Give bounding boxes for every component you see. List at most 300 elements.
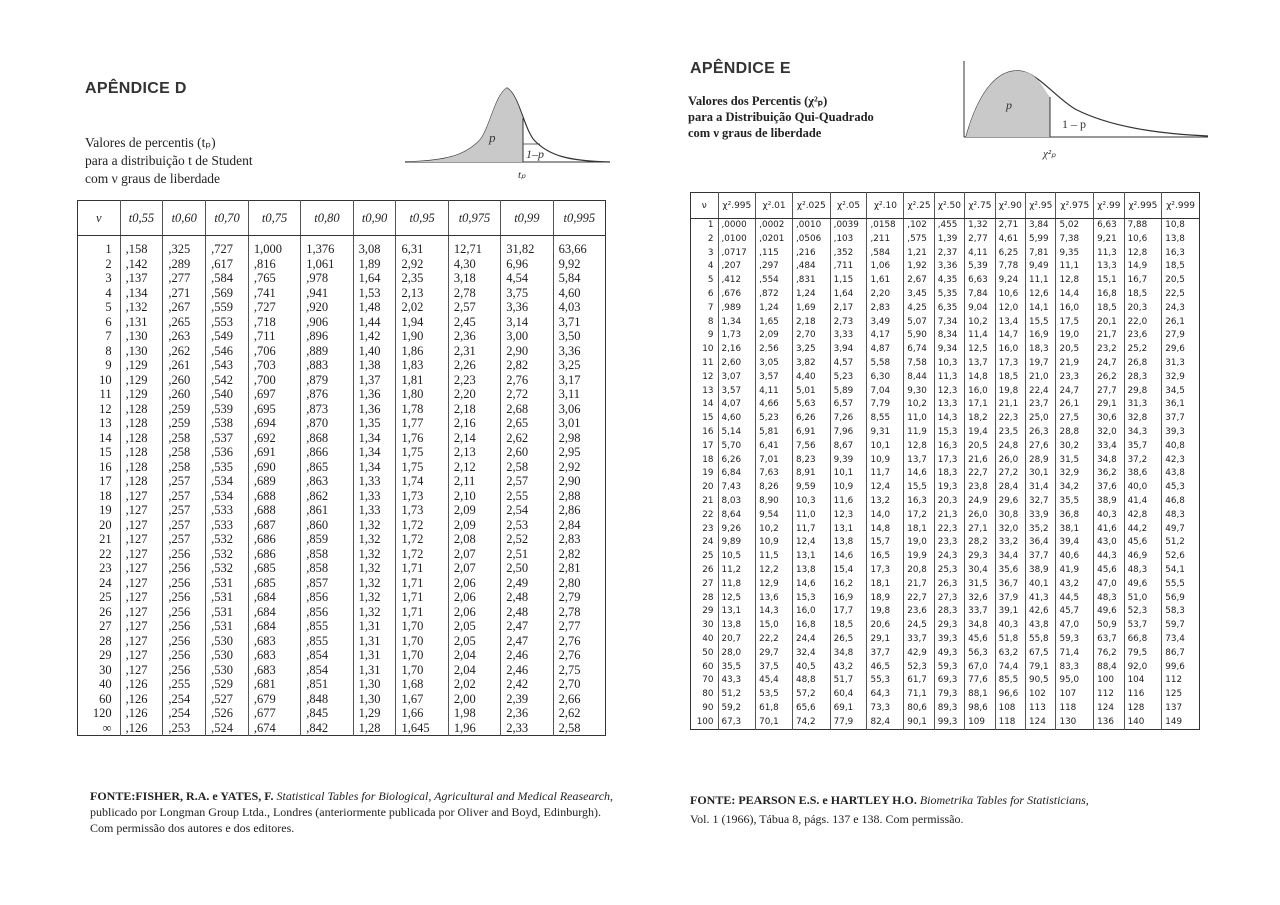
value-cell: 19,0 [904, 536, 934, 550]
value-cell: 1,35 [353, 416, 396, 431]
value-cell: 1,000 [248, 236, 300, 257]
value-cell: 13,1 [830, 523, 867, 537]
value-cell: ,534 [206, 474, 249, 489]
value-cell: ,126 [120, 721, 163, 736]
value-cell: 1,31 [353, 648, 396, 663]
value-cell: 45,6 [1124, 536, 1162, 550]
value-cell: 30,6 [1094, 412, 1124, 426]
df-cell: 17 [99, 474, 112, 488]
value-cell: 4,35 [934, 274, 964, 288]
value-cell: 1,48 [353, 300, 396, 315]
value-cell: 9,54 [756, 509, 793, 523]
value-cell: ,883 [301, 358, 353, 373]
column-header: t0,95 [396, 201, 448, 236]
value-cell: ,0010 [792, 219, 830, 233]
value-cell: 46,8 [1162, 495, 1200, 509]
value-cell: 33,4 [1094, 440, 1124, 454]
value-cell: 26,1 [1056, 398, 1094, 412]
value-cell: 1,32 [353, 518, 396, 533]
value-cell: ,129 [120, 387, 163, 402]
value-cell: 32,7 [1026, 495, 1056, 509]
value-cell: 6,63 [1094, 219, 1124, 233]
value-cell: ,816 [248, 257, 300, 272]
value-cell: 1,71 [396, 605, 448, 620]
value-cell: 1,40 [353, 344, 396, 359]
value-cell: 13,3 [1094, 260, 1124, 274]
table-row [78, 474, 606, 489]
value-cell: 45,7 [1056, 605, 1094, 619]
value-cell: 2,45 [448, 315, 500, 330]
value-cell: ,851 [301, 677, 353, 692]
value-cell: 88,1 [965, 688, 995, 702]
df-cell: 20 [702, 482, 714, 493]
value-cell: 1,96 [448, 721, 500, 736]
value-cell: 40,1 [1026, 578, 1056, 592]
value-cell: ,128 [120, 402, 163, 417]
chi-square-table [690, 192, 1200, 730]
value-cell: 35,5 [1056, 495, 1094, 509]
table-row [691, 233, 1200, 247]
value-cell: 22,7 [904, 592, 934, 606]
value-cell: 2,65 [501, 416, 553, 431]
table-row [78, 692, 606, 707]
value-cell: 2,48 [501, 590, 553, 605]
value-cell: ,533 [206, 503, 249, 518]
value-cell: 14,1 [1026, 302, 1056, 316]
value-cell: ,531 [206, 605, 249, 620]
value-cell: 43,2 [1056, 578, 1094, 592]
df-cell: 18 [702, 454, 714, 465]
df-cell: 4 [105, 285, 112, 300]
value-cell: ,689 [248, 474, 300, 489]
value-cell: 47,0 [1056, 619, 1094, 633]
value-cell: 16,8 [1094, 288, 1124, 302]
value-cell: ,854 [301, 663, 353, 678]
value-cell: 13,6 [756, 592, 793, 606]
value-cell: 2,20 [448, 387, 500, 402]
value-cell: 3,36 [934, 260, 964, 274]
value-cell: 10,6 [1124, 233, 1162, 247]
table-row [78, 387, 606, 402]
value-cell: 2,70 [553, 677, 605, 692]
value-cell: 2,60 [501, 445, 553, 460]
df-cell: 17 [702, 440, 714, 451]
value-cell: 2,95 [553, 445, 605, 460]
value-cell: 2,46 [501, 648, 553, 663]
value-cell: 37,2 [1124, 454, 1162, 468]
value-cell: ,128 [120, 445, 163, 460]
table-row [691, 385, 1200, 399]
value-cell: 49,6 [1094, 605, 1124, 619]
value-cell: 23,3 [1056, 371, 1094, 385]
value-cell: 12,4 [867, 481, 904, 495]
value-cell: ,256 [163, 634, 206, 649]
value-cell: 1,73 [718, 329, 756, 343]
value-cell: 2,86 [553, 503, 605, 518]
value-cell: 16,8 [792, 619, 830, 633]
table-row [691, 302, 1200, 316]
value-cell: 2,57 [501, 474, 553, 489]
value-cell: 2,82 [553, 547, 605, 562]
df-cell: 26 [99, 604, 112, 619]
value-cell: 1,75 [396, 460, 448, 475]
value-cell: 48,3 [1094, 592, 1124, 606]
value-cell: 14,7 [995, 329, 1025, 343]
table-row [78, 257, 606, 272]
value-cell: 24,7 [1056, 385, 1094, 399]
df-cell: 60 [702, 661, 714, 672]
value-cell: 14,4 [1056, 288, 1094, 302]
value-cell: 19,3 [934, 481, 964, 495]
value-cell: 16,3 [934, 440, 964, 454]
value-cell: ,0100 [718, 233, 756, 247]
value-cell: 1,70 [396, 663, 448, 678]
value-cell: 23,7 [1026, 398, 1056, 412]
value-cell: 5,23 [756, 412, 793, 426]
value-cell: 10,1 [867, 440, 904, 454]
value-cell: 49,3 [934, 647, 964, 661]
value-cell: 28,0 [718, 647, 756, 661]
value-cell: ,325 [163, 236, 206, 257]
df-cell: 8 [105, 343, 112, 358]
value-cell: ,127 [120, 576, 163, 591]
value-cell: 14,8 [867, 523, 904, 537]
df-cell: 120 [92, 706, 112, 720]
value-cell: 112 [1094, 688, 1124, 702]
value-cell: 21,7 [904, 578, 934, 592]
value-cell: 9,31 [867, 426, 904, 440]
value-cell: 11,7 [867, 467, 904, 481]
value-cell: 1,32 [353, 590, 396, 605]
value-cell: ,277 [163, 271, 206, 286]
value-cell: 2,09 [448, 503, 500, 518]
column-header: t0,995 [553, 201, 605, 236]
value-cell: 1,53 [353, 286, 396, 301]
value-cell: 19,8 [995, 385, 1025, 399]
value-cell: 11,6 [830, 495, 867, 509]
value-cell: 40,3 [1094, 509, 1124, 523]
table-row [691, 619, 1200, 633]
table-row [78, 721, 606, 736]
value-cell: 32,4 [792, 647, 830, 661]
value-cell: ,679 [248, 692, 300, 707]
value-cell: 15,5 [1026, 316, 1056, 330]
value-cell: 33,7 [965, 605, 995, 619]
df-cell: 12 [702, 371, 714, 382]
value-cell: 2,06 [448, 576, 500, 591]
value-cell: 8,26 [756, 481, 793, 495]
value-cell: 1,81 [396, 373, 448, 388]
student-t-curve-figure [405, 70, 610, 185]
table-row [691, 219, 1200, 233]
value-cell: 12,6 [1026, 288, 1056, 302]
value-cell: 1,06 [867, 260, 904, 274]
value-cell: 2,77 [553, 619, 605, 634]
value-cell: 7,81 [1026, 247, 1056, 261]
value-cell: 3,45 [904, 288, 934, 302]
value-cell: ,0717 [718, 247, 756, 261]
value-cell: ,258 [163, 431, 206, 446]
df-cell: 5 [105, 300, 112, 314]
value-cell: 22,0 [1124, 316, 1162, 330]
df-cell: 10 [99, 372, 112, 387]
value-cell: 7,26 [830, 412, 867, 426]
value-cell: 1,34 [353, 460, 396, 475]
value-cell: ,543 [206, 358, 249, 373]
value-cell: 13,8 [718, 619, 756, 633]
value-cell: 125 [1162, 688, 1200, 702]
value-cell: 67,0 [965, 661, 995, 675]
value-cell: ,103 [830, 233, 867, 247]
column-header: t0,60 [163, 201, 206, 236]
df-cell: 1 [707, 220, 714, 230]
subtitle-line: Valores dos Percentis (χ²ₚ) [688, 94, 828, 108]
value-cell: ,0506 [792, 233, 830, 247]
value-cell: ,711 [830, 260, 867, 274]
value-cell: 118 [1056, 702, 1094, 716]
value-cell: 7,88 [1124, 219, 1162, 233]
value-cell: 12,9 [756, 578, 793, 592]
value-cell: 1,34 [718, 316, 756, 330]
value-cell: 7,79 [867, 398, 904, 412]
value-cell: ,127 [120, 619, 163, 634]
source-label: FONTE: [690, 793, 736, 807]
value-cell: 1,15 [830, 274, 867, 288]
value-cell: ,617 [206, 257, 249, 272]
df-cell: 3 [707, 247, 714, 258]
value-cell: 26,5 [830, 633, 867, 647]
value-cell: 2,05 [448, 634, 500, 649]
value-cell: 77,9 [830, 716, 867, 730]
value-cell: 13,4 [995, 316, 1025, 330]
value-cell: 20,8 [904, 564, 934, 578]
value-cell: ,532 [206, 561, 249, 576]
value-cell: 26,3 [1026, 426, 1056, 440]
column-header: χ².25 [904, 193, 934, 219]
value-cell: 2,04 [448, 648, 500, 663]
value-cell: 96,6 [995, 688, 1025, 702]
value-cell: 2,84 [553, 518, 605, 533]
value-cell: 10,8 [1162, 219, 1200, 233]
table-row [78, 561, 606, 576]
value-cell: 4,60 [718, 412, 756, 426]
source-rest: Vol. 1 (1966), Tábua 8, págs. 137 e 138. Com permissão. [690, 812, 964, 826]
value-cell: 66,8 [1124, 633, 1162, 647]
value-cell: ,700 [248, 373, 300, 388]
df-cell: 25 [99, 590, 112, 604]
value-cell: 14,8 [965, 371, 995, 385]
value-cell: ,854 [301, 648, 353, 663]
value-cell: ,0201 [756, 233, 793, 247]
value-cell: ,535 [206, 460, 249, 475]
value-cell: 1,70 [396, 634, 448, 649]
value-cell: 10,6 [995, 288, 1025, 302]
value-cell: ,683 [248, 634, 300, 649]
value-cell: 25,0 [1026, 412, 1056, 426]
value-cell: 59,3 [1056, 633, 1094, 647]
value-cell: 4,17 [867, 329, 904, 343]
value-cell: ,130 [120, 329, 163, 344]
value-cell: 40,8 [1162, 440, 1200, 454]
df-cell: 30 [99, 662, 112, 677]
value-cell: ,267 [163, 300, 206, 315]
value-cell: 2,76 [501, 373, 553, 388]
column-header: χ².975 [1056, 193, 1094, 219]
value-cell: 2,82 [501, 358, 553, 373]
value-cell: 11,1 [1026, 274, 1056, 288]
column-header: χ².05 [830, 193, 867, 219]
value-cell: 20,7 [718, 633, 756, 647]
value-cell: ,870 [301, 416, 353, 431]
value-cell: ,102 [904, 219, 934, 233]
value-cell: 19,0 [1056, 329, 1094, 343]
value-cell: 113 [1026, 702, 1056, 716]
value-cell: 17,3 [995, 357, 1025, 371]
value-cell: 51,0 [1124, 592, 1162, 606]
value-cell: ,876 [301, 387, 353, 402]
value-cell: 37,6 [1094, 481, 1124, 495]
value-cell: 3,36 [553, 344, 605, 359]
value-cell: 92,0 [1124, 661, 1162, 675]
value-cell: 1,24 [756, 302, 793, 316]
value-cell: ,866 [301, 445, 353, 460]
value-cell: 2,83 [867, 302, 904, 316]
value-cell: 27,5 [1056, 412, 1094, 426]
value-cell: 29,1 [867, 633, 904, 647]
table-row [691, 688, 1200, 702]
value-cell: ,855 [301, 634, 353, 649]
value-cell: ,553 [206, 315, 249, 330]
value-cell: ,127 [120, 532, 163, 547]
value-cell: ,559 [206, 300, 249, 315]
value-cell: ,134 [120, 286, 163, 301]
value-cell: 70,1 [756, 716, 793, 730]
value-cell: 5,63 [792, 398, 830, 412]
value-cell: ,263 [163, 329, 206, 344]
value-cell: ,685 [248, 576, 300, 591]
value-cell: 31,3 [1162, 357, 1200, 371]
df-cell: 9 [707, 330, 714, 341]
value-cell: ,906 [301, 315, 353, 330]
value-cell: 34,8 [830, 647, 867, 661]
value-cell: 56,9 [1162, 592, 1200, 606]
value-cell: 2,10 [448, 489, 500, 504]
value-cell: 79,5 [1124, 647, 1162, 661]
df-cell: 21 [99, 532, 112, 546]
value-cell: 59,3 [934, 661, 964, 675]
table-row [78, 300, 606, 315]
value-cell: ,920 [301, 300, 353, 315]
value-cell: 12,3 [830, 509, 867, 523]
value-cell: 9,24 [995, 274, 1025, 288]
value-cell: 39,4 [1056, 536, 1094, 550]
value-cell: 9,39 [830, 454, 867, 468]
value-cell: 74,4 [995, 661, 1025, 675]
value-cell: 108 [995, 702, 1025, 716]
value-cell: ,0158 [867, 219, 904, 233]
value-cell: 2,11 [448, 474, 500, 489]
value-cell: ,684 [248, 590, 300, 605]
value-cell: ,674 [248, 721, 300, 736]
value-cell: 2,18 [792, 316, 830, 330]
value-cell: 24,3 [934, 550, 964, 564]
df-cell: 100 [696, 716, 714, 727]
value-cell: 6,26 [792, 412, 830, 426]
value-cell: 2,67 [904, 274, 934, 288]
value-cell: 3,11 [553, 387, 605, 402]
source-title: Biometrika Tables for Statisticians, [919, 793, 1089, 807]
value-cell: ,127 [120, 518, 163, 533]
df-cell: 11 [99, 387, 112, 401]
value-cell: 16,3 [904, 495, 934, 509]
value-cell: 99,6 [1162, 661, 1200, 675]
value-cell: 4,30 [448, 257, 500, 272]
value-cell: 40,0 [1124, 481, 1162, 495]
value-cell: 8,34 [934, 329, 964, 343]
table-row [78, 518, 606, 533]
value-cell: 6,35 [934, 302, 964, 316]
value-cell: ,129 [120, 373, 163, 388]
value-cell: 74,2 [792, 716, 830, 730]
value-cell: 9,34 [934, 343, 964, 357]
value-cell: 2,06 [448, 590, 500, 605]
value-cell: 41,3 [1026, 592, 1056, 606]
value-cell: 16,0 [965, 385, 995, 399]
value-cell: 1,64 [353, 271, 396, 286]
value-cell: 1,33 [353, 503, 396, 518]
value-cell: ,688 [248, 489, 300, 504]
value-cell: 5,58 [867, 357, 904, 371]
value-cell: 11,0 [792, 509, 830, 523]
value-cell: 3,07 [718, 371, 756, 385]
value-cell: ,856 [301, 605, 353, 620]
value-cell: 1,29 [353, 706, 396, 721]
value-cell: 55,5 [1162, 578, 1200, 592]
value-cell: 28,2 [965, 536, 995, 550]
value-cell: 2,83 [553, 532, 605, 547]
value-cell: 18,3 [1026, 343, 1056, 357]
value-cell: ,575 [904, 233, 934, 247]
value-cell: 2,78 [553, 605, 605, 620]
value-cell: 2,78 [448, 286, 500, 301]
value-cell: 31,5 [1056, 454, 1094, 468]
value-cell: 16,3 [1162, 247, 1200, 261]
value-cell: 43,0 [1094, 536, 1124, 550]
value-cell: ,532 [206, 547, 249, 562]
value-cell: ,831 [792, 274, 830, 288]
value-cell: ,131 [120, 315, 163, 330]
value-cell: 8,67 [830, 440, 867, 454]
df-cell: 9 [105, 358, 112, 372]
value-cell: 3,57 [756, 371, 793, 385]
value-cell: 69,1 [830, 702, 867, 716]
value-cell: 50,9 [1094, 619, 1124, 633]
value-cell: ,127 [120, 547, 163, 562]
table-row [78, 532, 606, 547]
value-cell: ,115 [756, 247, 793, 261]
value-cell: 33,9 [1026, 509, 1056, 523]
value-cell: ,137 [120, 271, 163, 286]
value-cell: 6,57 [830, 398, 867, 412]
value-cell: 18,5 [830, 619, 867, 633]
value-cell: 67,5 [1026, 647, 1056, 661]
value-cell: 60,4 [830, 688, 867, 702]
value-cell: 2,58 [553, 721, 605, 736]
table-row [78, 677, 606, 692]
value-cell: 14,9 [1124, 260, 1162, 274]
value-cell: ,127 [120, 590, 163, 605]
value-cell: 63,66 [553, 236, 605, 257]
